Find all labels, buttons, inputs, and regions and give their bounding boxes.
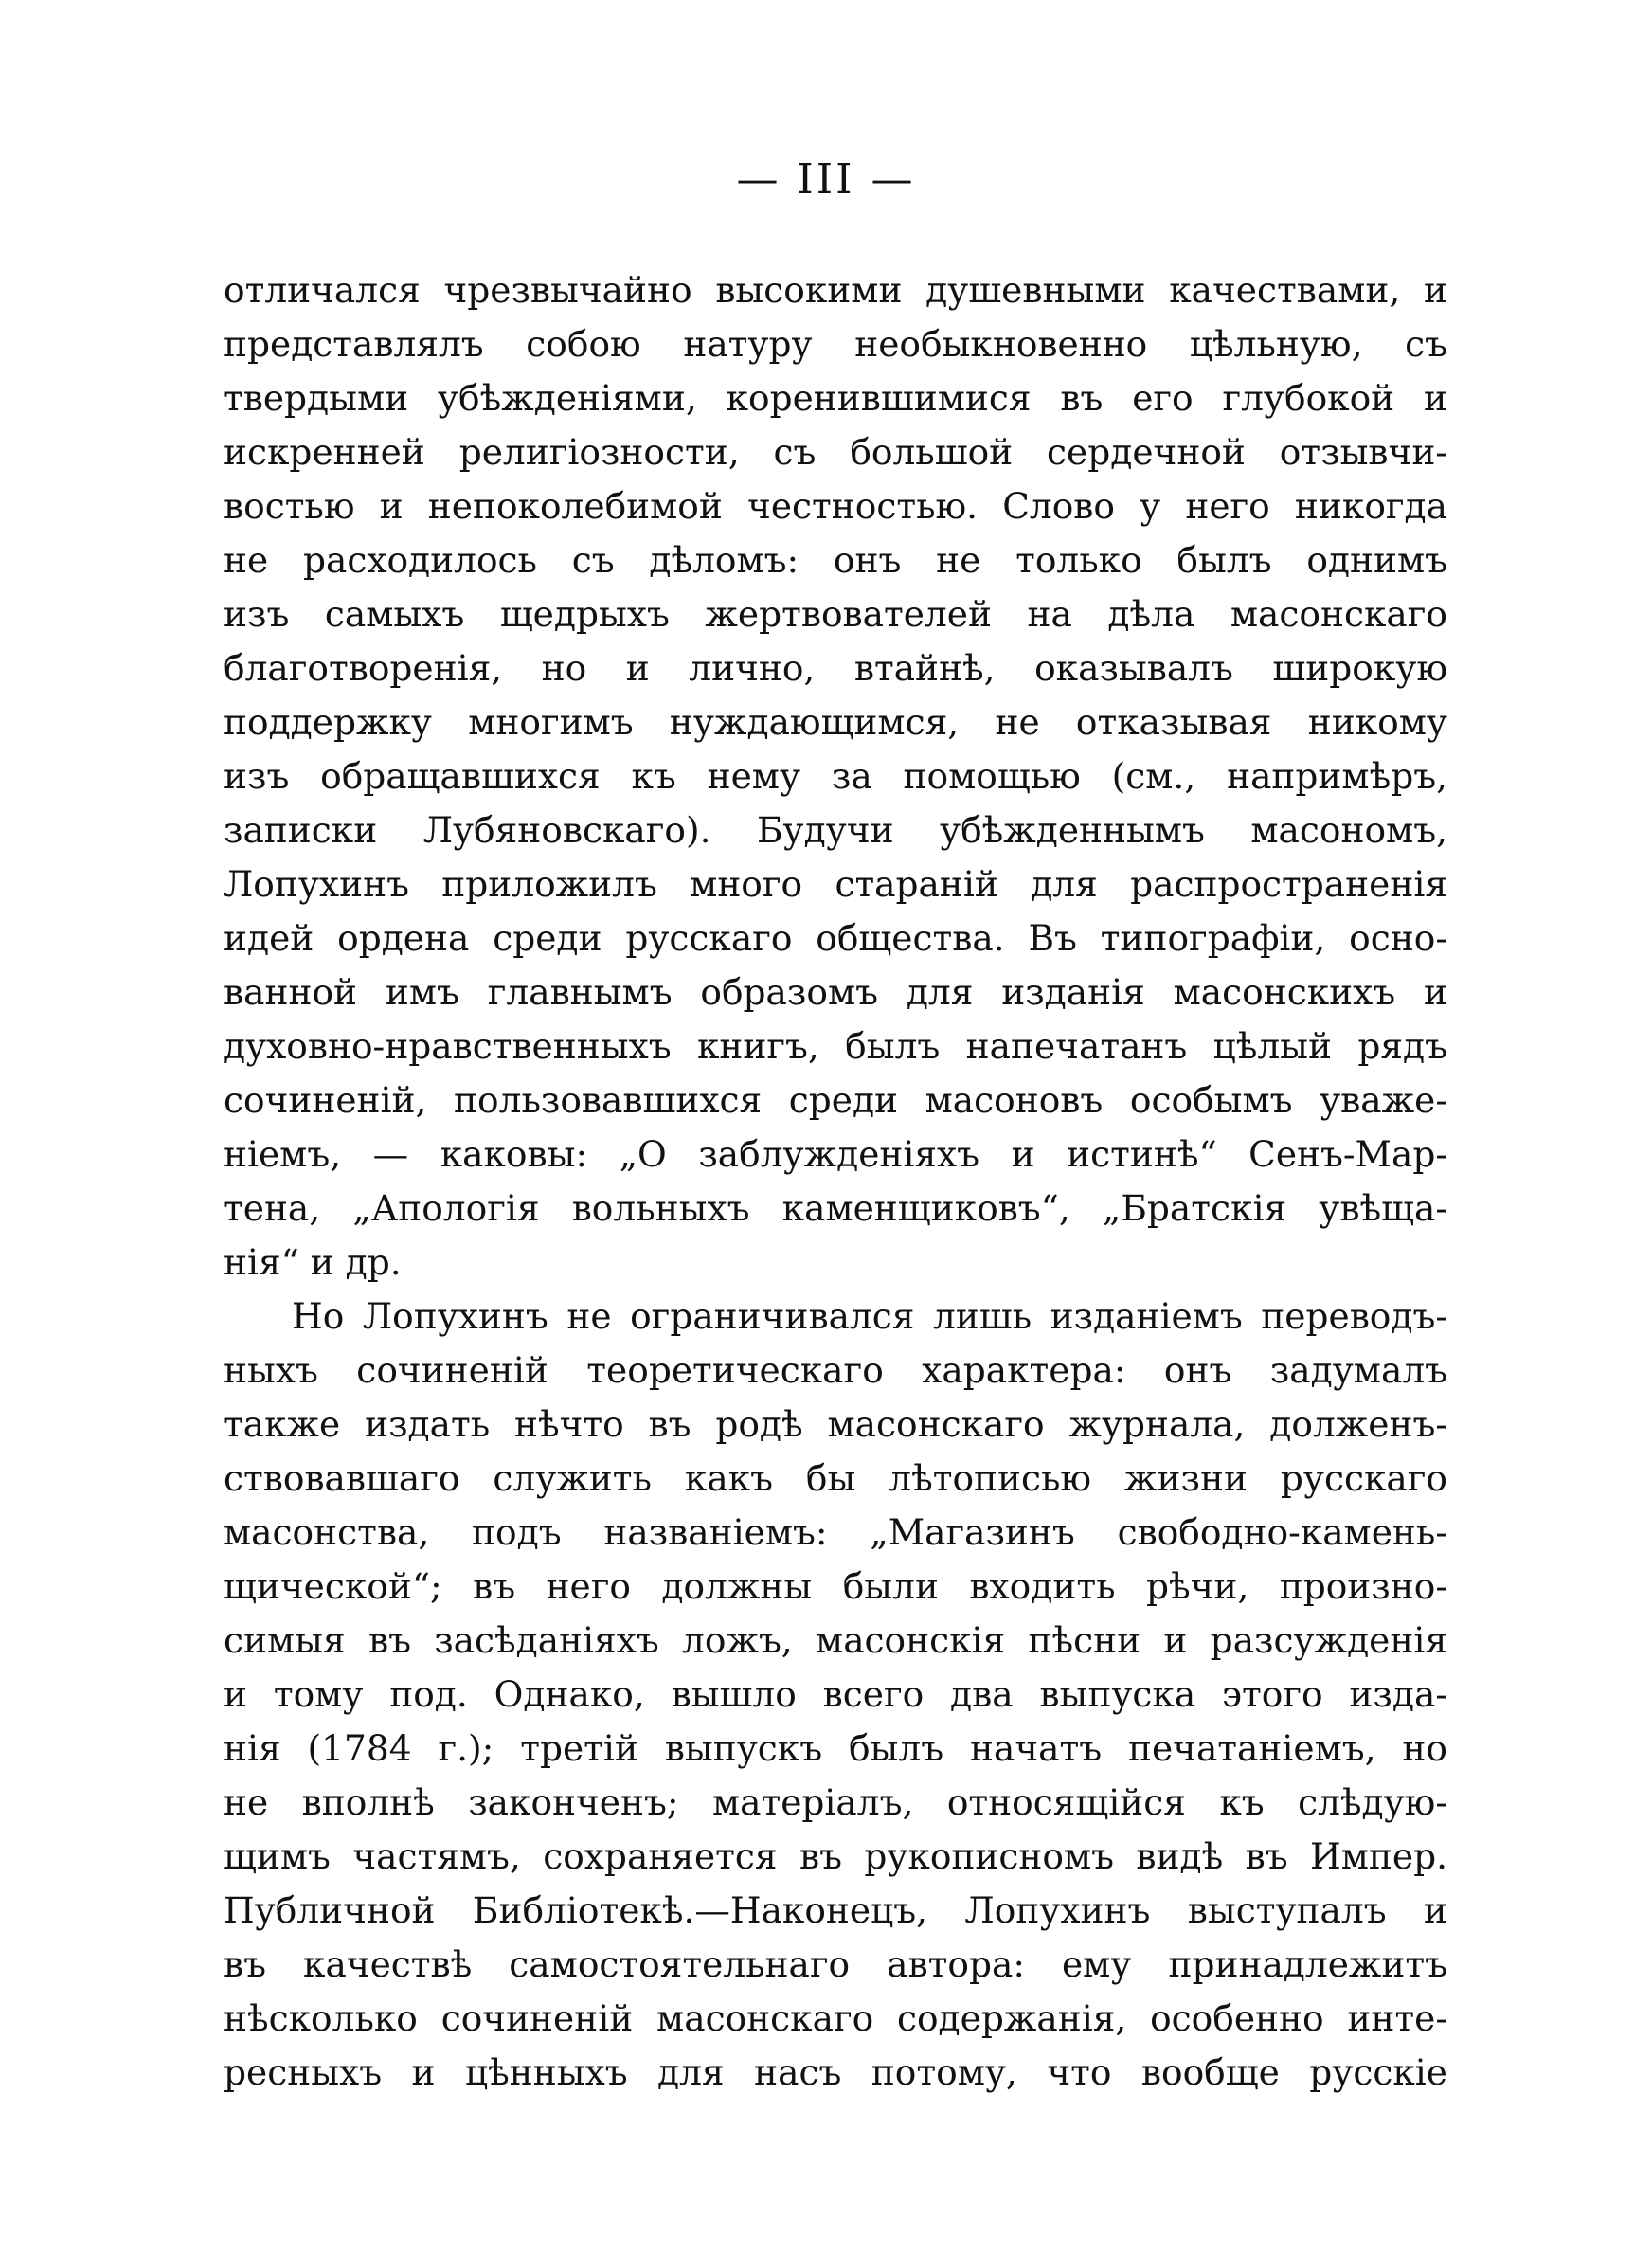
text-line: нѣсколько сочиненій масонскаго содержанія, особенно инте- — [224, 1997, 1447, 2039]
text-line: Лопухинъ приложилъ много стараній для распространенія — [224, 863, 1447, 905]
text-line: отличался чрезвычайно высокими душевными качествами, и — [224, 269, 1447, 311]
page-number: — III — — [736, 155, 916, 204]
text-line: симыя въ засѣданіяхъ ложъ, масонскія пѣсни и разсужденія — [224, 1619, 1447, 1661]
text-line: сочиненій, пользовавшихся среди масоновъ особымъ уваже- — [224, 1079, 1447, 1121]
text-line: масонства, подъ названіемъ: „Магазинъ свободно-камень- — [224, 1511, 1447, 1553]
text-line: ніемъ, — каковы: „О заблужденіяхъ и истинѣ“ Сенъ-Мар- — [224, 1133, 1447, 1175]
text-line: благотворенія, но и лично, втайнѣ, оказывалъ широкую — [224, 647, 1447, 689]
text-line: Публичной Библіотекѣ.—Наконецъ, Лопухинъ выступалъ и — [224, 1889, 1447, 1931]
text-line: ванной имъ главнымъ образомъ для изданія масонскихъ и — [224, 971, 1447, 1013]
text-line: Но Лопухинъ не ограничивался лишь изданіемъ переводъ- — [292, 1295, 1447, 1337]
text-line: идей ордена среди русскаго общества. Въ типографіи, осно- — [224, 917, 1447, 959]
text-line: не вполнѣ законченъ; матеріалъ, относящійся къ слѣдую- — [224, 1781, 1447, 1823]
text-line: записки Лубяновскаго). Будучи убѣжденнымъ масономъ, — [224, 809, 1447, 851]
text-line: твердыми убѣжденіями, коренившимися въ его глубокой и — [224, 377, 1447, 419]
text-line: ныхъ сочиненій теоретическаго характера: онъ задумалъ — [224, 1349, 1447, 1391]
text-line: духовно-нравственныхъ книгъ, былъ напечатанъ цѣлый рядъ — [224, 1025, 1447, 1067]
text-line: нія (1784 г.); третій выпускъ былъ начатъ печатаніемъ, но — [224, 1727, 1447, 1769]
text-line: щической“; въ него должны были входить рѣчи, произно- — [224, 1565, 1447, 1607]
text-line: щимъ частямъ, сохраняется въ рукописномъ видѣ въ Импер. — [224, 1835, 1447, 1877]
text-line: и тому под. Однако, вышло всего два выпуска этого изда- — [224, 1673, 1447, 1715]
text-line: изъ самыхъ щедрыхъ жертвователей на дѣла масонскаго — [224, 593, 1447, 635]
text-line: поддержку многимъ нуждающимся, не отказывая никому — [224, 701, 1447, 743]
text-line: изъ обращавшихся къ нему за помощью (см., напримѣръ, — [224, 755, 1447, 797]
text-line: не расходилось съ дѣломъ: онъ не только былъ однимъ — [224, 539, 1447, 581]
text-line: представлялъ собою натуру необыкновенно цѣльную, съ — [224, 323, 1447, 365]
text-line: востью и непоколебимой честностью. Слово у него никогда — [224, 485, 1447, 527]
text-line: также издать нѣчто въ родѣ масонскаго журнала, долженъ- — [224, 1403, 1447, 1445]
text-line: ствовавшаго служить какъ бы лѣтописью жизни русскаго — [224, 1457, 1447, 1499]
body-text — [224, 263, 1447, 2100]
text-line: тена, „Апологія вольныхъ каменщиковъ“, „Братскія увѣща- — [224, 1187, 1447, 1229]
text-line: въ качествѣ самостоятельнаго автора: ему принадлежитъ — [224, 1943, 1447, 1985]
text-line: ресныхъ и цѣнныхъ для насъ потому, что вообще русскіе — [224, 2051, 1447, 2093]
text-line: нія“ и др. — [224, 1241, 402, 1283]
text-line: искренней религіозности, съ большой сердечной отзывчи- — [224, 431, 1447, 473]
